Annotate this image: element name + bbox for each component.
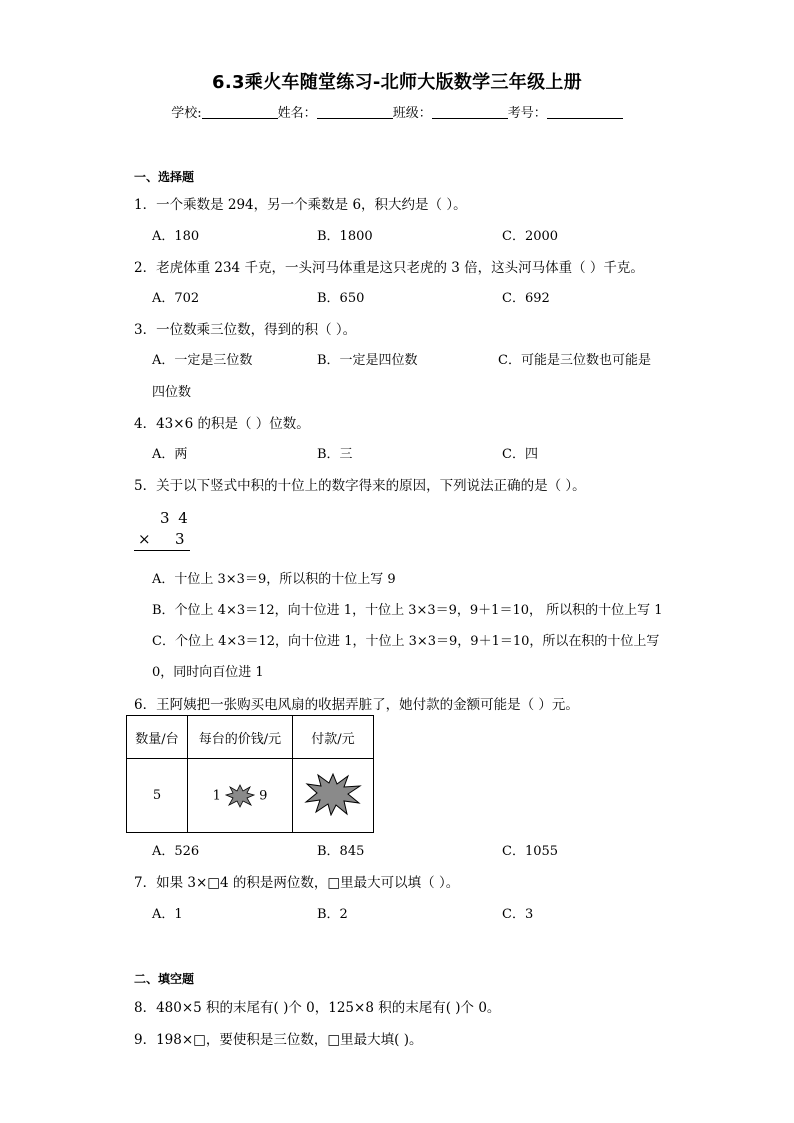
header-payment: 付款/元: [293, 716, 374, 759]
class-label: 班级：: [392, 106, 432, 121]
q7-option-c[interactable]: C．3: [502, 907, 534, 922]
cell-payment: [293, 759, 374, 833]
header-quantity: 数量/台: [127, 716, 188, 759]
price-last-digit: 9: [259, 788, 268, 803]
q2-option-b[interactable]: B．650: [317, 291, 365, 306]
question-6: 6．王阿姨把一张购买电风扇的收据弄脏了，她付款的金额可能是（ ）元。: [134, 697, 579, 713]
question-9: 9．198×□，要使积是三位数，□里最大填( )。: [134, 1032, 423, 1048]
vertical-multiplier: 3: [175, 530, 185, 548]
question-8: 8．480×5 积的末尾有( )个 0，125×8 积的末尾有( )个 0。: [134, 1000, 501, 1016]
price-first-digit: 1: [212, 788, 221, 803]
q5-option-b[interactable]: B．个位上 4×3＝12，向十位进 1，十位上 3×3＝9，9＋1＝10， 所以积的十位上写 1: [152, 603, 663, 618]
question-3: 3．一位数乘三位数，得到的积（ ）。: [134, 322, 357, 338]
q6-option-c[interactable]: C．1055: [502, 844, 559, 859]
q3-option-c[interactable]: C．可能是三位数也可能是: [498, 353, 651, 368]
page-title: 6.3乘火车随堂练习-北师大版数学三年级上册: [212, 72, 582, 93]
name-blank[interactable]: [317, 105, 393, 119]
q3-option-b[interactable]: B．一定是四位数: [317, 353, 418, 368]
section-choice-heading: 一、选择题: [134, 170, 195, 184]
receipt-table: [126, 715, 374, 833]
vertical-line: [134, 550, 190, 551]
q5-option-c-continued: 0，同时向百位进 1: [152, 665, 264, 680]
cell-unit-price: [188, 759, 293, 833]
q2-option-c[interactable]: C．692: [502, 291, 550, 306]
q4-option-a[interactable]: A．两: [152, 447, 188, 462]
vertical-multiplicand: 3 4: [160, 509, 190, 527]
q4-option-b[interactable]: B．三: [317, 447, 353, 462]
question-5: 5．关于以下竖式中积的十位上的数字得来的原因，下列说法正确的是（ ）。: [134, 478, 586, 494]
receipt-header-row: [127, 716, 374, 759]
ink-splat-icon: [225, 784, 255, 808]
question-1: 1．一个乘数是 294，另一个乘数是 6，积大约是（ ）。: [134, 197, 467, 213]
q1-option-c[interactable]: C．2000: [502, 229, 559, 244]
q5-option-c[interactable]: C．个位上 4×3＝12，向十位进 1，十位上 3×3＝9，9＋1＝10，所以在积的十位上写: [152, 634, 660, 649]
name-label: 姓名：: [277, 106, 317, 121]
question-2: 2．老虎体重 234 千克，一头河马体重是这只老虎的 3 倍，这头河马体重（ ）千克。: [134, 260, 644, 276]
q1-option-a[interactable]: A．180: [152, 229, 200, 244]
exam-no-blank[interactable]: [547, 105, 623, 119]
q1-option-b[interactable]: B．1800: [317, 229, 373, 244]
question-4: 4．43×6 的积是（ ）位数。: [134, 416, 310, 432]
student-info-line: [0, 102, 794, 121]
q4-option-c[interactable]: C．四: [502, 447, 538, 462]
class-blank[interactable]: [432, 105, 508, 119]
q5-option-a[interactable]: A．十位上 3×3＝9，所以积的十位上写 9: [152, 572, 396, 587]
question-7: 7．如果 3×□4 的积是两位数，□里最大可以填（ ）。: [134, 875, 460, 891]
exam-no-label: 考号：: [507, 106, 547, 121]
q6-option-b[interactable]: B．845: [317, 844, 365, 859]
receipt-data-row: [127, 759, 374, 833]
header-unit-price: 每台的价钱/元: [188, 716, 293, 759]
section-fill-heading: 二、填空题: [134, 972, 195, 986]
q7-option-a[interactable]: A．1: [152, 907, 183, 922]
vertical-times-sign: ×: [138, 530, 151, 548]
school-label: 学校:: [171, 106, 202, 121]
school-blank[interactable]: [202, 105, 278, 119]
q3-option-c-continued: 四位数: [152, 385, 192, 400]
q7-option-b[interactable]: B．2: [317, 907, 348, 922]
q2-option-a[interactable]: A．702: [152, 291, 200, 306]
q3-option-a[interactable]: A．一定是三位数: [152, 353, 253, 368]
ink-splat-icon: [304, 772, 362, 816]
cell-quantity: 5: [127, 759, 188, 833]
q6-option-a[interactable]: A．526: [152, 844, 200, 859]
